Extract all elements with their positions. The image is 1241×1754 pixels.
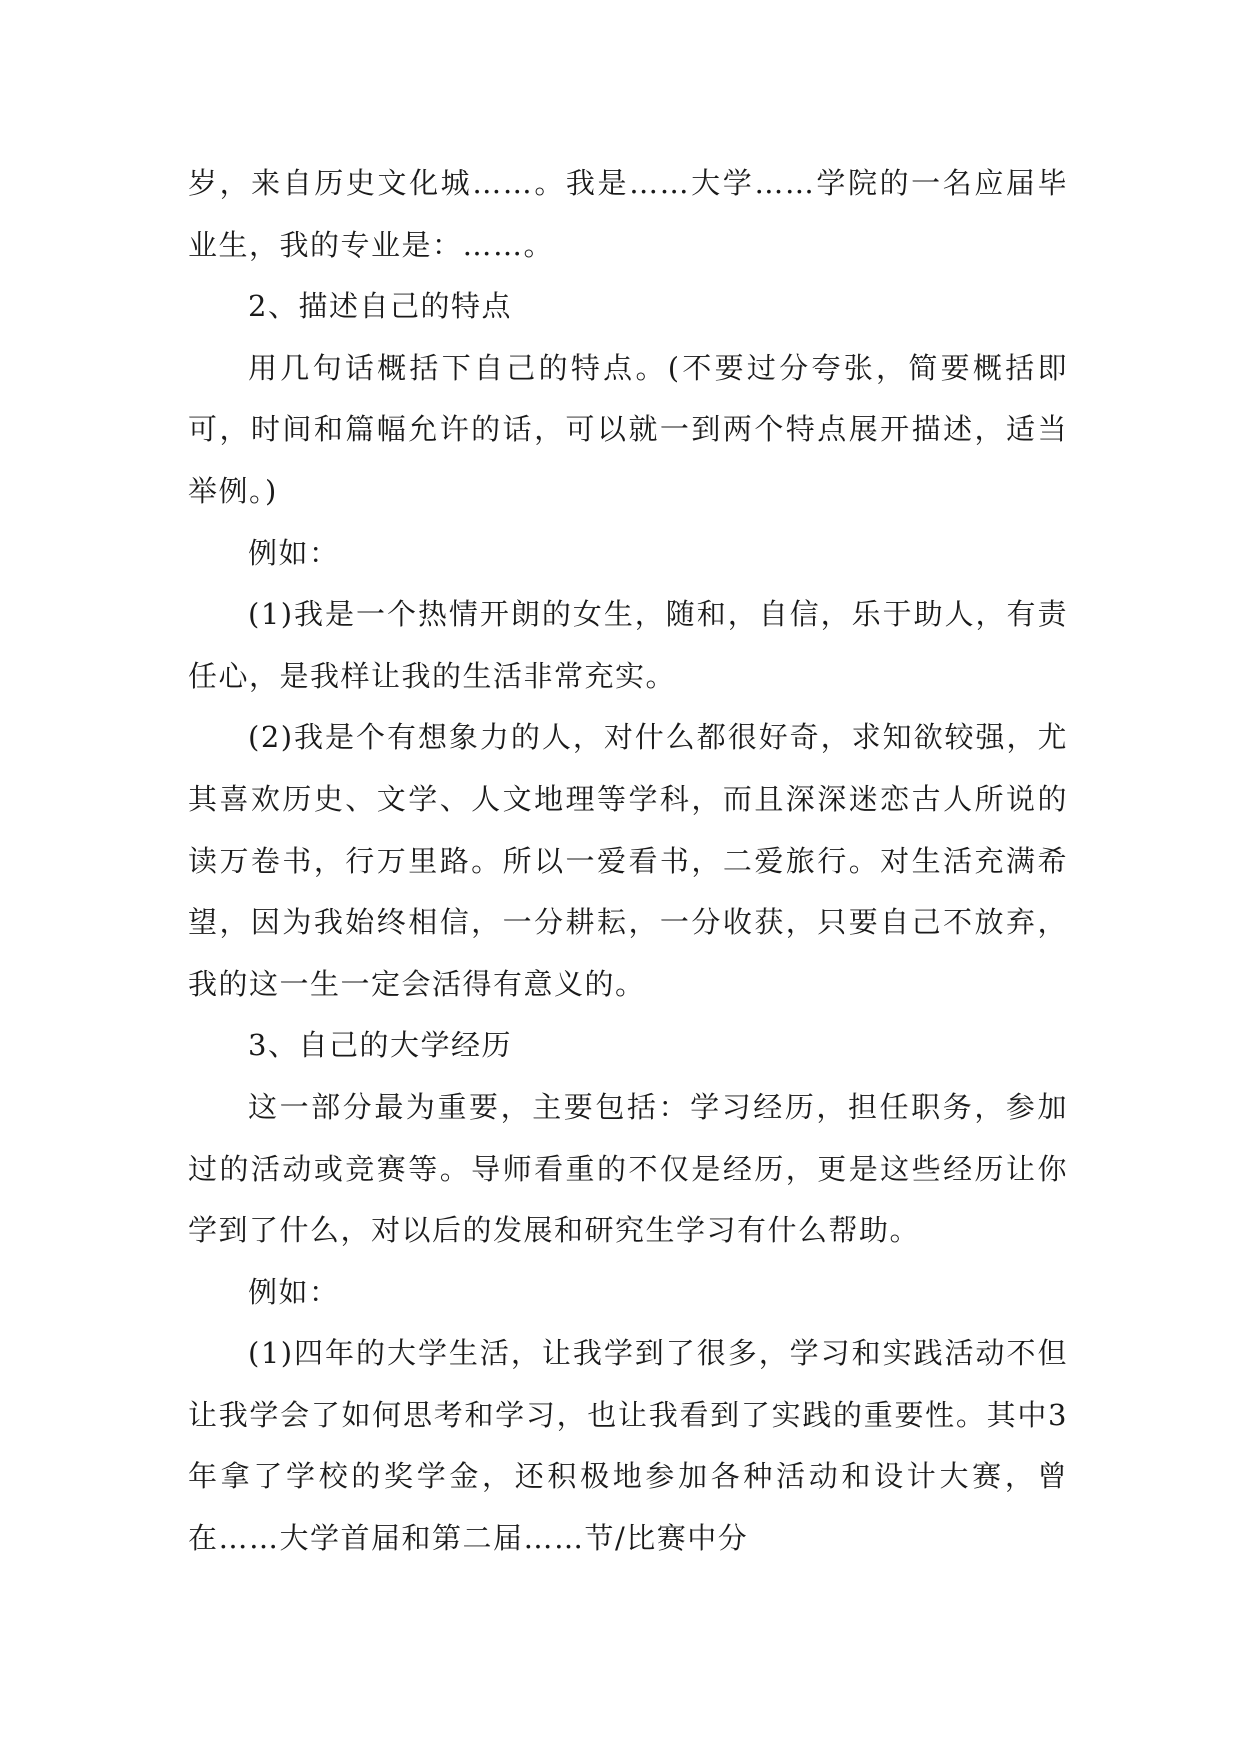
example-item-1: (1)我是一个热情开朗的女生，随和，自信，乐于助人，有责任心，是我样让我的生活非常充实。: [188, 597, 1068, 693]
example-label: 例如：: [248, 1274, 340, 1309]
paragraph-traits-guidance: 用几句话概括下自己的特点。(不要过分夸张，简要概括即可，时间和篇幅允许的话，可以就一到两个特点展开描述，适当举例。): [188, 350, 1068, 508]
example-label: 例如：: [248, 535, 340, 570]
document-body: [188, 153, 1068, 1570]
example-item-1: (1)四年的大学生活，让我学到了很多，学习和实践活动不但让我学会了如何思考和学习，也让我看到了实践的重要性。其中3年拿了学校的奖学金，还积极地参加各种活动和设计大赛，曾在……大学首届和第二届……节/比赛中分: [188, 1336, 1068, 1556]
paragraph-experience-guidance: 这一部分最为重要，主要包括：学习经历，担任职务，参加过的活动或竞赛等。导师看重的不仅是经历，更是这些经历让你学到了什么，对以后的发展和研究生学习有什么帮助。: [188, 1089, 1068, 1248]
heading-university-experience: 3、自己的大学经历: [248, 1028, 512, 1063]
paragraph-intro-continued: 岁，来自历史文化城……。我是……大学……学院的一名应届毕业生，我的专业是：……。: [188, 166, 1068, 262]
heading-describe-traits: 2、描述自己的特点: [248, 289, 512, 324]
example-item-2: (2)我是个有想象力的人，对什么都很好奇，求知欲较强，尤其喜欢历史、文学、人文地理等学科，而且深深迷恋古人所说的读万卷书，行万里路。所以一爱看书，二爱旅行。对生活充满希望，因为我始终相信，一分耕耘，一分收获，只要自己不放弃，我的这一生一定会活得有意义的。: [188, 720, 1068, 1001]
